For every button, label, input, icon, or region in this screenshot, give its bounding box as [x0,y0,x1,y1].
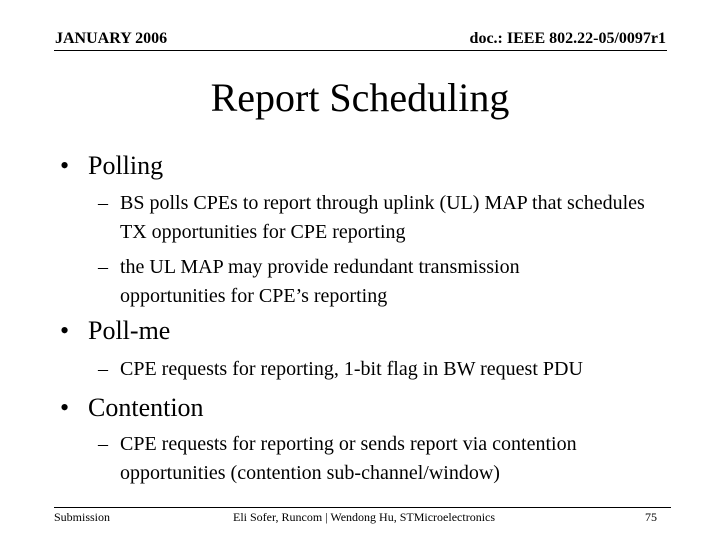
slide-title: Report Scheduling [210,75,510,120]
sub-bullet [98,253,628,311]
bullet-marker: • [60,316,70,345]
bullet-marker: • [60,151,70,180]
sub-bullet-text: CPE requests for reporting, 1-bit flag in BW request PDU [120,358,583,380]
footer-authors: Eli Sofer, Runcom | Wendong Hu, STMicroelectronics [233,510,496,524]
header-date: JANUARY 2006 [55,30,168,47]
sub-bullet-marker: – [98,358,108,380]
sub-bullet-marker: – [98,256,108,278]
bullet-poll-me [60,316,170,346]
bullet-polling [60,151,163,181]
footer-divider [54,507,671,508]
bullet-marker: • [60,393,70,422]
bullet-contention [60,393,204,423]
sub-bullet-text: the UL MAP may provide redundant transmission opportunities for CPE’s reporting [120,256,520,307]
sub-bullet [98,355,698,384]
header-document-id: doc.: IEEE 802.22-05/0097r1 [469,30,666,47]
sub-bullet [98,189,658,247]
sub-bullet-text: BS polls CPEs to report through uplink (UL) MAP that schedules TX opportunities for CPE reporting [120,192,645,243]
page-number: 75 [645,510,657,524]
bullet-label: Polling [88,151,164,180]
header-divider [54,50,667,51]
bullet-label: Poll-me [88,316,171,345]
sub-bullet-marker: – [98,433,108,455]
sub-bullet-text: CPE requests for reporting or sends report via contention opportunities (contention sub-channel/window) [120,433,577,484]
bullet-label: Contention [88,393,204,422]
footer-submission: Submission [54,510,111,524]
sub-bullet-marker: – [98,192,108,214]
sub-bullet [98,430,678,488]
